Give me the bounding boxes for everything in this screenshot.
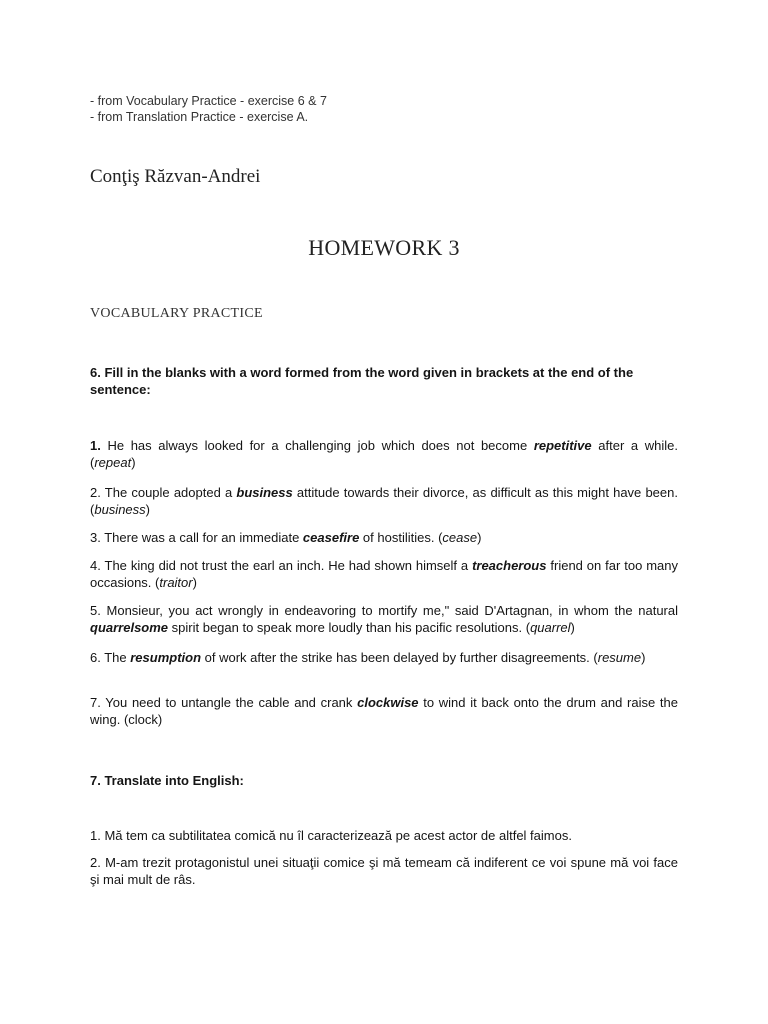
item-bracket-word: traitor xyxy=(159,575,193,590)
item-text-before: The xyxy=(100,650,131,665)
item-answer: resumption xyxy=(130,650,202,665)
item-answer: quarrelsome xyxy=(90,620,169,635)
item-answer: treacherous xyxy=(472,558,547,573)
item-text-after: friend on far too many occasions. ( xyxy=(90,558,679,590)
item-text-before: There was a call for an immediate xyxy=(100,530,303,545)
item-text-after: attitude towards their divorce, as difficult as this might have been. ( xyxy=(90,485,678,517)
item-bracket-word: cease xyxy=(442,530,478,545)
item-text-before: The couple adopted a xyxy=(100,485,237,500)
item-number: 3. xyxy=(90,530,101,545)
item-number: 6. xyxy=(90,650,101,665)
item-answer: business xyxy=(236,485,293,500)
item-close: ) xyxy=(570,620,575,635)
item-answer: clockwise xyxy=(357,695,419,710)
exercise-6-item-3 xyxy=(90,529,678,546)
exercise-6-heading: 6. Fill in the blanks with a word formed from the word given in brackets at the end of the sentence: xyxy=(90,365,634,397)
exercise-6-item-2 xyxy=(90,484,678,518)
translation-item-1: 1. Mă tem ca subtilitatea comică nu îl caracterizează pe acest actor de altfel faimos. xyxy=(90,828,572,843)
page-title: HOMEWORK 3 xyxy=(308,235,460,260)
item-bracket-word: resume xyxy=(597,650,642,665)
item-number: 7. xyxy=(90,695,101,710)
item-close: ) xyxy=(145,502,150,517)
item-bracket-word: quarrel xyxy=(530,620,571,635)
item-text-after: of hostilities. ( xyxy=(359,530,443,545)
item-close: ) xyxy=(192,575,197,590)
item-number: 1. xyxy=(90,438,101,453)
exercise-6-item-4 xyxy=(90,557,678,591)
item-close: ) xyxy=(477,530,482,545)
item-text-before: He has always looked for a challenging job which does not become xyxy=(100,438,534,453)
author-name: Conţiş Răzvan-Andrei xyxy=(90,166,261,187)
item-close: ) xyxy=(641,650,646,665)
source-line-vocabulary: - from Vocabulary Practice - exercise 6 & 7 xyxy=(90,94,327,108)
section-heading: VOCABULARY PRACTICE xyxy=(90,306,263,321)
item-text-after: to wind it back onto the drum and raise the wing. (clock) xyxy=(90,695,678,727)
exercise-6-item-5 xyxy=(90,602,678,636)
item-close: ) xyxy=(131,455,136,470)
item-text-after: spirit began to speak more loudly than his pacific resolutions. ( xyxy=(168,620,531,635)
exercise-7-heading: 7. Translate into English: xyxy=(90,773,244,788)
item-text-before: Monsieur, you act wrongly in endeavoring to mortify me," said D'Artagnan, in whom the natural xyxy=(100,603,678,618)
item-text-before: The king did not trust the earl an inch. He had shown himself a xyxy=(100,558,473,573)
translation-item-2: 2. M-am trezit protagonistul unei situaţii comice şi mă temeam că indiferent ce voi spune mă voi face şi mai mult de râs. xyxy=(90,855,678,887)
item-number: 2. xyxy=(90,485,101,500)
item-text-after: of work after the strike has been delayed by further disagreements. ( xyxy=(201,650,598,665)
item-text-after: after a while. ( xyxy=(90,438,678,470)
exercise-6-item-6 xyxy=(90,649,678,666)
item-bracket-word: repeat xyxy=(94,455,132,470)
item-answer: ceasefire xyxy=(302,530,360,545)
source-line-translation: - from Translation Practice - exercise A. xyxy=(90,110,309,124)
item-bracket-word: business xyxy=(94,502,146,517)
item-number: 5. xyxy=(90,603,101,618)
exercise-6-item-1 xyxy=(90,437,678,471)
exercise-6-item-7 xyxy=(90,694,678,728)
item-number: 4. xyxy=(90,558,101,573)
item-answer: repetitive xyxy=(533,438,592,453)
item-text-before: You need to untangle the cable and crank xyxy=(100,695,358,710)
